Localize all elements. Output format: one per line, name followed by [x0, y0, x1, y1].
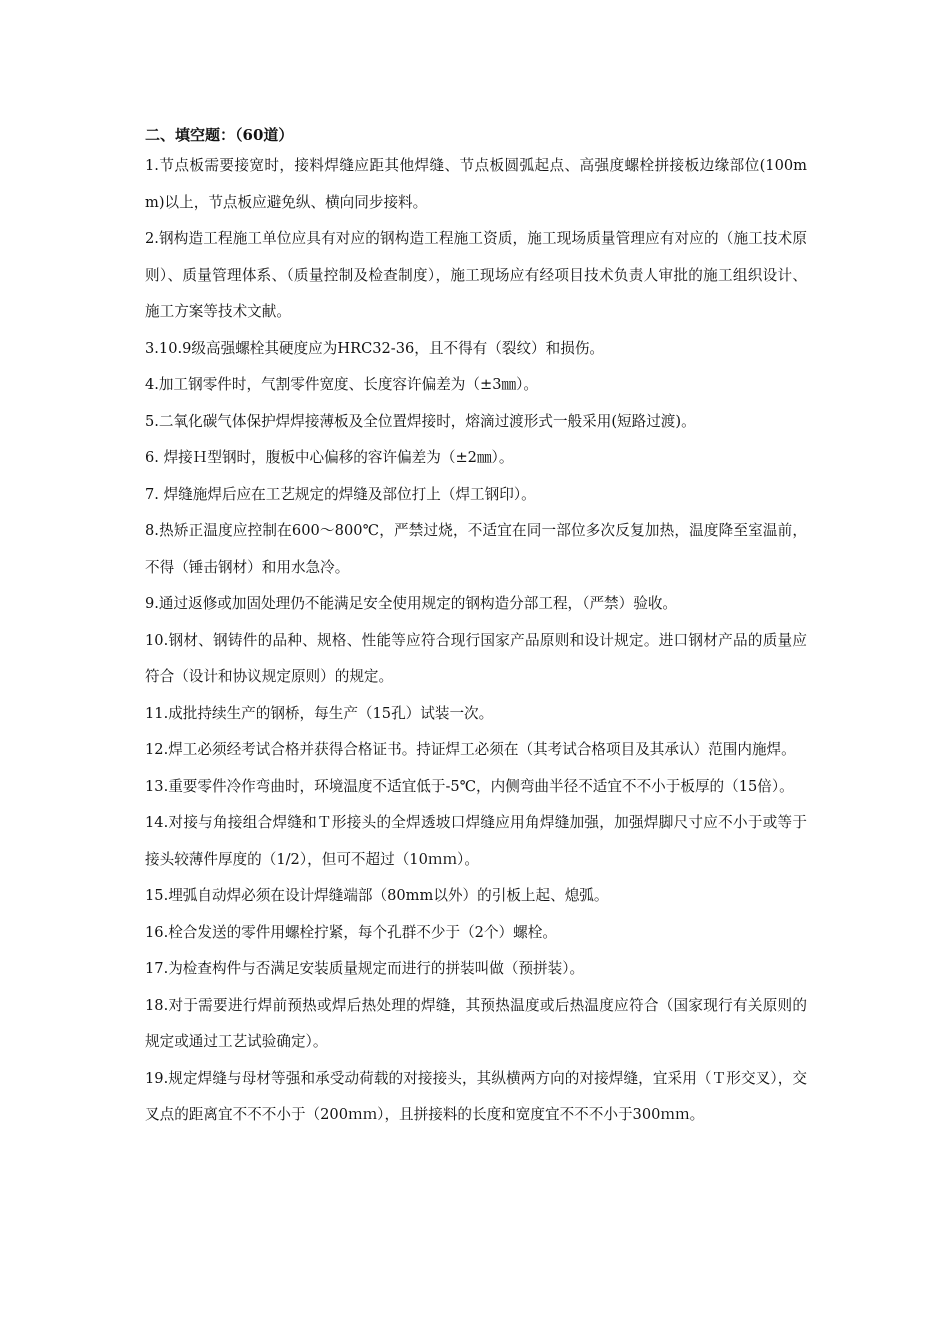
question-7: 7. 焊缝施焊后应在工艺规定的焊缝及部位打上（焊工钢印）。 — [145, 485, 536, 503]
question-19: 19.规定焊缝与母材等强和承受动荷载的对接接头，其纵横两方向的对接焊缝，宜采用（Ｔ形交叉），交叉点的距离宜不不不小于（200ｍｍ），且拼接料的长度和宽度宜不不不小于300ｍｍ。 — [145, 1069, 807, 1123]
question-11: 11.成批持续生产的钢桥，每生产（15孔）试装一次。 — [145, 704, 494, 722]
question-13: 13.重要零件冷作弯曲时，环境温度不适宜低于-5℃，内侧弯曲半径不适宜不不小于板厚的（15倍）。 — [145, 777, 794, 795]
question-15: 15.埋弧自动焊必须在设计焊缝端部（80mm以外）的引板上起、熄弧。 — [145, 887, 609, 904]
question-17: 17.为检查构件与否满足安装质量规定而进行的拼装叫做（预拼装）。 — [145, 960, 585, 977]
question-8: 8.热矫正温度应控制在600～800℃，严禁过烧，不适宜在同一部位多次反复加热，温度降至室温前，不得（锤击钢材）和用水急冷。 — [145, 522, 807, 576]
question-16: 16.栓合发送的零件用螺栓拧紧，每个孔群不少于（2个）螺栓。 — [145, 923, 557, 941]
document-body — [145, 124, 807, 1134]
question-12: 12.焊工必须经考试合格并获得合格证书。持证焊工必须在（其考试合格项目及其承认）范围内施焊。 — [145, 741, 796, 758]
question-6: 6. 焊接Ｈ型钢时，腹板中心偏移的容许偏差为（±2㎜）。 — [145, 449, 514, 466]
section-heading: 二、填空题：（60道） — [145, 126, 294, 144]
question-2: 2.钢构造工程施工单位应具有对应的钢构造工程施工资质，施工现场质量管理应有对应的（施工技术原则）、质量管理体系、（质量控制及检查制度），施工现场应有经项目技术负责人审批的施工组织设计、施工方案等技术文献。 — [145, 230, 807, 320]
question-4: 4.加工钢零件时，气割零件宽度、长度容许偏差为（±3㎜）。 — [145, 376, 538, 393]
question-1: 1.节点板需要接宽时，接料焊缝应距其他焊缝、节点板圆弧起点、高强度螺栓拼接板边缘部位(100mm)以上，节点板应避免纵、横向同步接料。 — [145, 157, 807, 211]
question-3: 3.10.9级高强螺栓其硬度应为HRC32-36，且不得有（裂纹）和损伤。 — [145, 339, 605, 357]
question-5: 5.二氧化碳气体保护焊焊接薄板及全位置焊接时，熔滴过渡形式一般采用(短路过渡)。 — [145, 412, 696, 430]
question-18: 18.对于需要进行焊前预热或焊后热处理的焊缝，其预热温度或后热温度应符合（国家现行有关原则的规定或通过工艺试验确定）。 — [145, 996, 807, 1050]
question-10: 10.钢材、钢铸件的品种、规格、性能等应符合现行国家产品原则和设计规定。进口钢材产品的质量应符合（设计和协议规定原则）的规定。 — [145, 631, 807, 685]
question-9: 9.通过返修或加固处理仍不能满足安全使用规定的钢构造分部工程，（严禁）验收。 — [145, 595, 678, 612]
question-14: 14.对接与角接组合焊缝和Ｔ形接头的全焊透坡口焊缝应用角焊缝加强，加强焊脚尺寸应不小于或等于接头较薄件厚度的（1/2），但可不超过（10ｍｍ）。 — [145, 814, 807, 868]
